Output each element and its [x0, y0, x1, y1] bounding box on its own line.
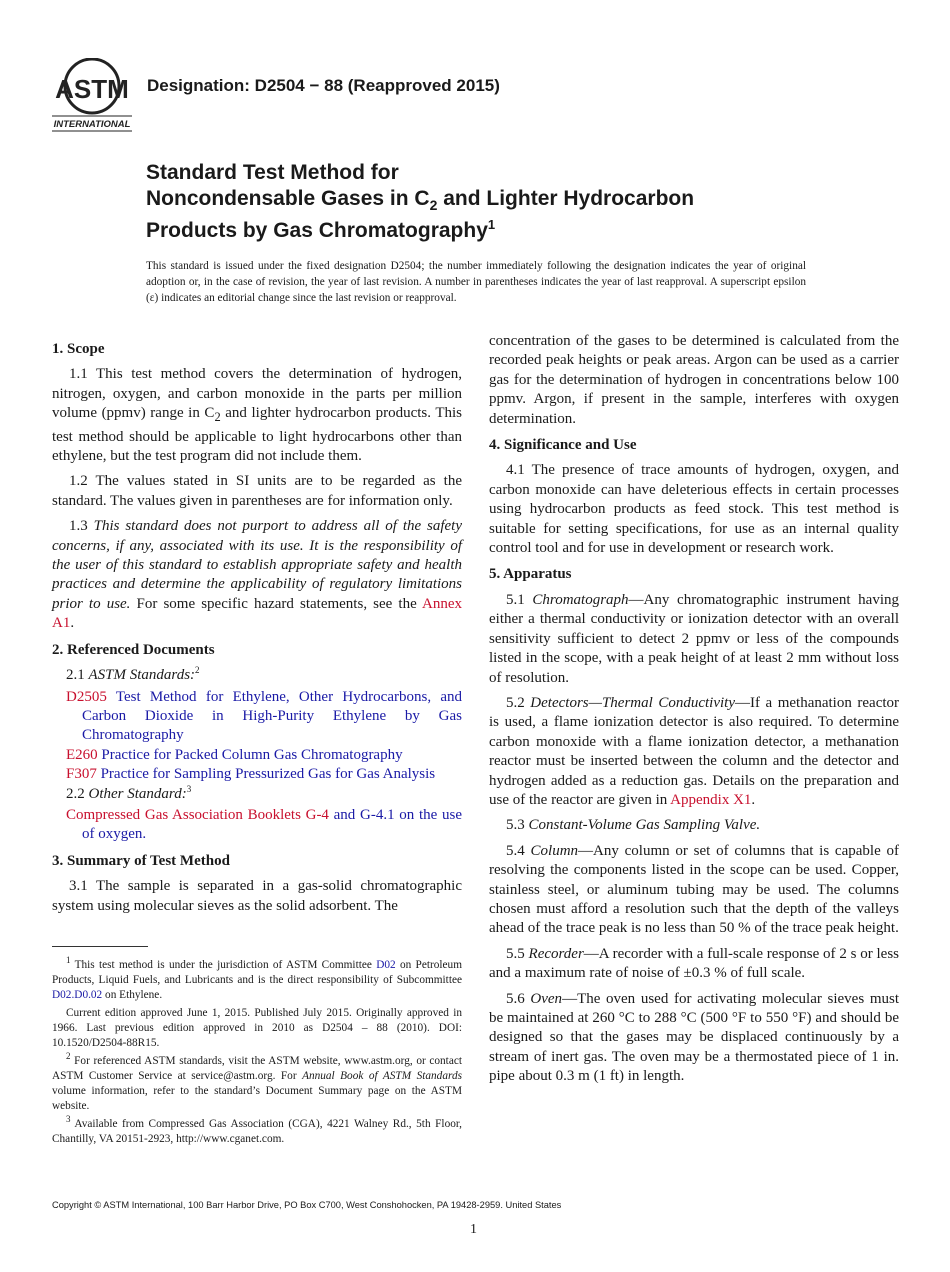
title-line	[146, 218, 694, 244]
section-heading	[52, 852, 462, 871]
reference-link[interactable]: 3	[66, 1114, 71, 1125]
reference-link[interactable]: and G-4.1 on the use of oxygen.	[82, 806, 462, 843]
paragraph	[489, 694, 899, 810]
text-run: on Ethylene.	[102, 989, 163, 1001]
text-run: —If a methanation reactor is used, a flame ionization detector is also required. To determine carbon monoxide with a flame ionization detector, a methanation reactor must be inserted between the column and the detector and hydrogen added as a reduction gas. Details on the preparation and use of the reactor are given in	[489, 694, 900, 808]
title-text: and Lighter Hydrocarbon	[437, 187, 695, 210]
astm-logo	[52, 58, 134, 132]
text-run: .	[751, 791, 756, 808]
right-column	[489, 332, 899, 1093]
paragraph	[489, 816, 899, 835]
reference-link[interactable]: E260	[66, 746, 98, 763]
text-run: —A recorder with a full-scale response of 2 s or less and a maximum rate of noise of ±0.3 % of full scale.	[489, 945, 899, 982]
text-run: volume information, refer to the standard’s Document Summary page on the ASTM website.	[52, 1085, 462, 1112]
text-run: ASTM Standards:	[88, 667, 196, 684]
text-run: Annual Book of ASTM Standards	[302, 1070, 462, 1082]
designation: Designation: D2504 − 88 (Reapproved 2015)	[147, 76, 500, 95]
paragraph	[489, 842, 899, 939]
text-run: concentration of the gases to be determined is calculated from the recorded peak heights or peak areas. Argon can be used as a carrier gas for the determination of hydrogen in concentrations below 100 ppmv. Argon, if present in the sample, interferes with oxygen determination.	[489, 333, 899, 427]
text-run: 5.1	[506, 591, 533, 608]
paragraph	[52, 365, 462, 466]
text-run: on Petroleum Products, Liquid Fuels, and Lubricants and is the direct responsibility of Subcommittee	[52, 959, 462, 986]
text-run: 5. Apparatus	[489, 566, 572, 583]
paragraph	[489, 945, 899, 984]
footnote-ref[interactable]: 1	[487, 217, 496, 233]
text-run: 3.1 The sample is separated in a gas-solid chromatographic system using molecular sieves as the solid adsorbent. The	[52, 878, 462, 914]
svg-text:INTERNATIONAL: INTERNATIONAL	[53, 119, 131, 130]
text-run: Column	[530, 842, 579, 859]
footnotes	[52, 955, 462, 1150]
text-run: 2.2	[66, 785, 89, 802]
issuance-note: This standard is issued under the fixed designation D2504; the number immediately following the designation indicates the year of original adoption or, in the case of revision, the year of last revision. A number in parentheses indicates the year of last reapproval. A superscript epsilon (ε) indicates an editorial change since the last revision or reapproval.	[146, 260, 806, 304]
section-heading	[489, 565, 899, 584]
text-run: .	[70, 615, 75, 632]
referenced-document	[52, 688, 462, 746]
reference-link[interactable]: Compressed Gas Association Booklets G-4	[66, 806, 329, 823]
paragraph	[489, 591, 899, 688]
paragraph	[489, 332, 899, 429]
title-line	[146, 186, 694, 218]
referenced-document	[52, 746, 462, 765]
footnote	[52, 1051, 462, 1114]
text-run: 1.1 This test method covers the determination of hydrogen, nitrogen, oxygen, and carbon monoxide in the parts per million volume (ppmv) range in C	[52, 366, 462, 422]
reference-link[interactable]: F307	[66, 766, 97, 783]
text-run: This standard does not purport to address all of the safety concerns, if any, associated with its use. It is the responsibility of the user of this standard to establish appropriate safety and health practices and determine the applicability of regulatory limitations prior to use.	[52, 518, 463, 612]
text-run: 2. Referenced Documents	[52, 641, 215, 658]
document-title	[146, 160, 694, 244]
text-run: 3. Summary of Test Method	[52, 852, 230, 869]
text-run: 5.4	[506, 842, 531, 859]
referenced-document	[52, 765, 462, 784]
text-run: For some specific hazard statements, see the	[130, 595, 422, 612]
text-run: 1. Scope	[52, 341, 105, 357]
reference-link[interactable]: Annex A1	[52, 595, 462, 632]
reference-link[interactable]: 2	[66, 1051, 71, 1062]
footnote	[52, 1114, 462, 1147]
text-run: 1.2 The values stated in SI units are to be regarded as the standard. The values given in parentheses are for information only.	[52, 473, 462, 509]
reference-link[interactable]: 2	[195, 665, 200, 676]
section-heading	[52, 340, 462, 359]
paragraph	[52, 877, 462, 916]
text-run: —The oven used for activating molecular sieves must be maintained at 260 °C to 288 °C (500 °F to 550 °F) and should be designed so that the gases may be displaced continuously by a stream of inert gas. The oven may be a thermostated piece of 1 in. pipe about 0.3 m (1 ft) in length.	[489, 990, 899, 1085]
reference-link[interactable]: Practice for Sampling Pressurized Gas for Gas Analysis	[96, 766, 436, 783]
footnote	[52, 955, 462, 1003]
svg-text:ASTM: ASTM	[55, 74, 129, 104]
paragraph	[52, 517, 462, 633]
text-run: 5.3	[506, 817, 529, 834]
section-heading	[52, 641, 462, 660]
text-run: Oven	[530, 990, 563, 1007]
paragraph	[52, 472, 462, 511]
text-run: —Any column or set of columns that is capable of resolving the components listed in the scope can be used. Copper, stainless steel, or aluminum tubing may be used. The columns chosen must afford a resolution such that the depth of the valleys ahead of the trace peak is no less than 50 % of the trace peak height.	[489, 842, 899, 937]
reference-link[interactable]: D2505	[66, 688, 107, 705]
copyright: Copyright © ASTM International, 100 Barr Harbor Drive, PO Box C700, West Conshohocken, PA 19428-2959. United States	[52, 1200, 562, 1210]
text-run: Other Standard:	[88, 785, 187, 802]
paragraph	[52, 666, 462, 685]
reference-link[interactable]: D02	[376, 959, 396, 971]
text-run: 1.3	[69, 518, 94, 535]
reference-link[interactable]: D02.D0.02	[52, 989, 103, 1001]
text-run: 4. Significance and Use	[489, 437, 637, 454]
page-number: 1	[470, 1222, 477, 1237]
section-heading	[489, 436, 899, 455]
referenced-document	[52, 806, 462, 845]
paragraph	[489, 990, 899, 1087]
text-run: and lighter hydrocarbon products. This test method should be applicable to light hydrocarbons other than ethylene, but the test program did not include them.	[52, 405, 462, 465]
text-run: 5.5	[506, 945, 529, 962]
text-run: Chromatograph	[532, 591, 629, 608]
title-text: Noncondensable Gases in C	[146, 187, 430, 210]
text-run: Available from Compressed Gas Association (CGA), 4221 Walney Rd., 5th Floor, Chantilly, VA 20151-2923, http://www.cganet.com.	[52, 1118, 462, 1145]
left-column	[52, 333, 462, 922]
reference-link[interactable]: 3	[186, 783, 192, 794]
text-run: 2.1	[66, 667, 89, 684]
text-run: For referenced ASTM standards, visit the ASTM website, www.astm.org, or contact ASTM Customer Service at service@astm.org. For	[52, 1055, 462, 1082]
text-run: 5.2	[506, 694, 531, 711]
paragraph	[52, 785, 462, 804]
paragraph	[489, 461, 899, 558]
reference-link[interactable]: Test Method for Ethylene, Other Hydrocarbons, and Carbon Dioxide in High-Purity Ethylene by Gas Chromatography	[82, 688, 462, 744]
reference-link[interactable]: Appendix X1	[670, 791, 752, 808]
text-run: Constant-Volume Gas Sampling Valve.	[528, 817, 761, 834]
text-run: 5.6	[506, 990, 531, 1007]
text-run: 4.1 The presence of trace amounts of hydrogen, oxygen, and carbon monoxide can have deleterious effects in certain processes using hydrocarbon products as feed stock. This test method is suitable for setting specifications, for use as an internal quality control tool and for use in development or research work.	[489, 462, 899, 557]
subscript: 2	[429, 197, 438, 214]
text-run: 2	[214, 410, 221, 425]
text-run: Current edition approved June 1, 2015. Published July 2015. Originally approved in 1966. Last previous edition approved in 2010 as D2504 – 88 (2010). DOI: 10.1520/D2504-88R15.	[52, 1007, 462, 1049]
reference-link[interactable]: Practice for Packed Column Gas Chromatography	[97, 746, 403, 763]
text-run: —Any chromatographic instrument having either a thermal conductivity or ionization detector with an overall sensitivity sufficient to detect 2 ppmv or less of the compounds listed in the scope, with a peak height of at least 2 mm without loss of resolution.	[489, 591, 899, 686]
title-text: Products by Gas Chromatography	[146, 219, 488, 243]
reference-link[interactable]: 1	[66, 955, 71, 966]
text-run: Detectors—Thermal Conductivity	[530, 694, 735, 711]
text-run: Recorder	[528, 945, 584, 962]
title-line: Standard Test Method for	[146, 161, 399, 184]
text-run: This test method is under the jurisdiction of ASTM Committee	[70, 959, 377, 971]
footnote-divider	[52, 946, 148, 947]
footnote	[52, 1006, 462, 1051]
